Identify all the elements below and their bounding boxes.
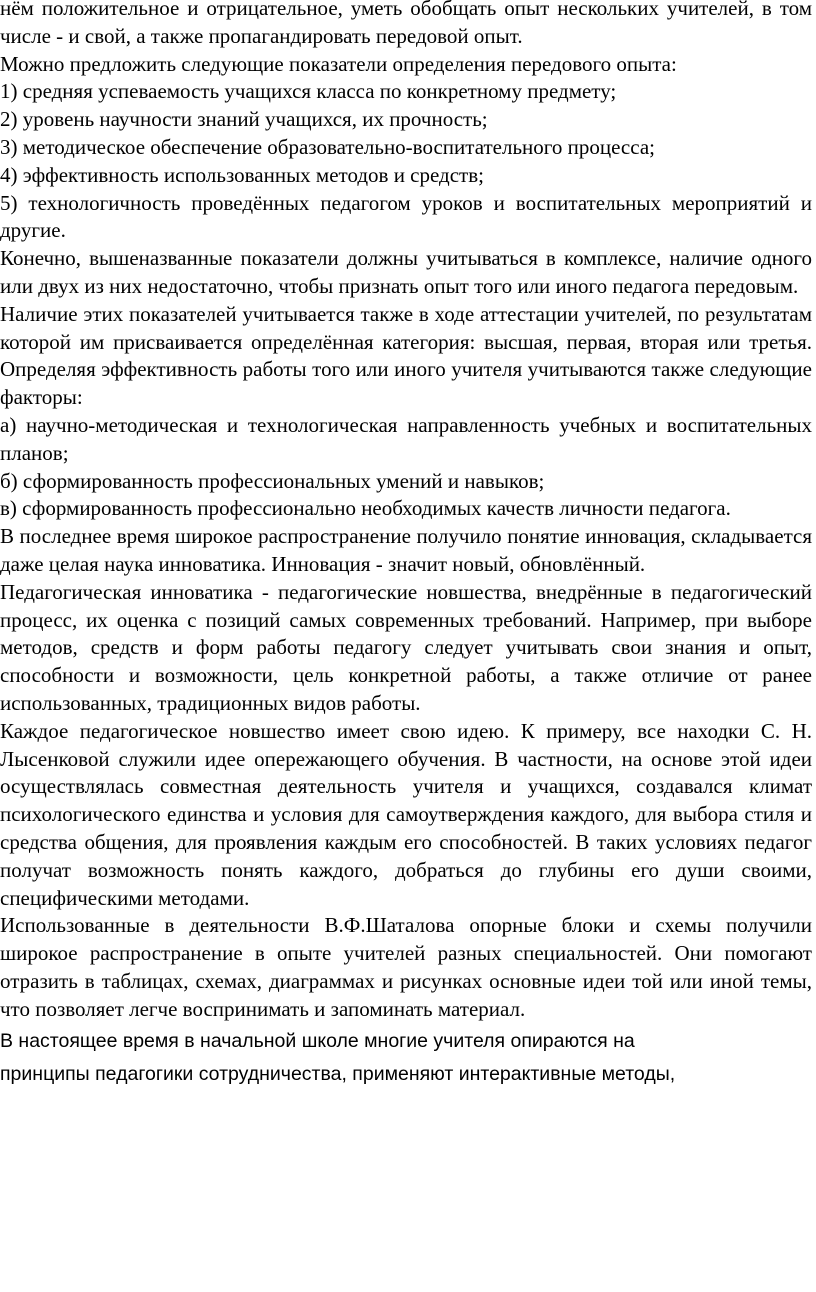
list-item-4: 4) эффективность использованных методов и средств; (0, 162, 484, 187)
paragraph-continuation: нём положительное и отрицательное, уметь обобщать опыт нескольких учителей, в том числе - и свой, а также пропагандировать передовой опыт. (0, 0, 812, 48)
tail-line-1: В настоящее время в начальной школе многие учителя опираются на (0, 1030, 635, 1053)
paragraph-shatalov: Использованные в деятельности В.Ф.Шаталова опорные блоки и схемы получили широкое распространение в опыте учителей разных специальностей. Они помогают отразить в таблицах, схемах, диаграммах и рисунках основные идеи той или иной темы, что позволяет легче воспринимать и запоминать материал. (0, 913, 812, 1021)
paragraph-lysenkova: Каждое педагогическое новшество имеет свою идею. К примеру, все находки С. Н. Лысенковой служили идее опережающего обучения. В частности, на основе этой идеи осуществлялась совместная деятельность учителя и учащихся, создавался климат психологического единства и условия для самоутверждения каждого, для выбора стиля и средства общения, для проявления каждым его способностей. В таких условиях педагог получат возможность понять каждого, добраться до глубины его души своими, специфическими методами. (0, 718, 812, 910)
list-item-1: 1) средняя успеваемость учащихся класса по конкретному предмету; (0, 79, 617, 104)
list-item-b: б) сформированность профессиональных умений и навыков; (0, 468, 545, 493)
tail-line-2: принципы педагогики сотрудничества, применяют интерактивные методы, (0, 1063, 676, 1086)
list-item-3: 3) методическое обеспечение образовательно-воспитательного процесса; (0, 134, 655, 159)
list-item-a: а) научно-методическая и технологическая направленность учебных и воспитательных планов; (0, 412, 812, 465)
paragraph-complex: Конечно, вышеназванные показатели должны учитываться в комплексе, наличие одного или двух из них недостаточно, чтобы признать опыт того или иного педагога передовым. (0, 246, 812, 298)
paragraph-innovation: В последнее время широкое распространение получило понятие инновация, складывается даже целая наука инноватика. Инновация - значит новый, обновлённый. (0, 524, 812, 576)
paragraph-attestation: Наличие этих показателей учитывается также в ходе аттестации учителей, по результатам которой им присваивается определённая категория: высшая, первая, вторая или третья. Определяя эффективность работы того или иного учителя учитываются также следующие факторы: (0, 301, 812, 410)
paragraph-pedagogical-innovatics: Педагогическая инноватика - педагогические новшества, внедрённые в педагогический процесс, их оценка с позиций самых современных требований. Например, при выборе методов, средств и форм работы педагогу следует учитывать свои знания и опыт, способности и возможности, цель конкретной работы, а также отличие от ранее использованных, традиционных видов работы. (0, 579, 812, 715)
paragraph-cooperation (0, 1023, 812, 1091)
list-item-v: в) сформированность профессионально необходимых качеств личности педагога. (0, 496, 731, 521)
list-item-5: 5) технологичность проведённых педагогом уроков и воспитательных мероприятий и другие. (0, 190, 812, 243)
paragraph-indicators-intro: Можно предложить следующие показатели определения передового опыта: (0, 51, 677, 76)
list-item-2: 2) уровень научности знаний учащихся, их прочность; (0, 107, 488, 132)
